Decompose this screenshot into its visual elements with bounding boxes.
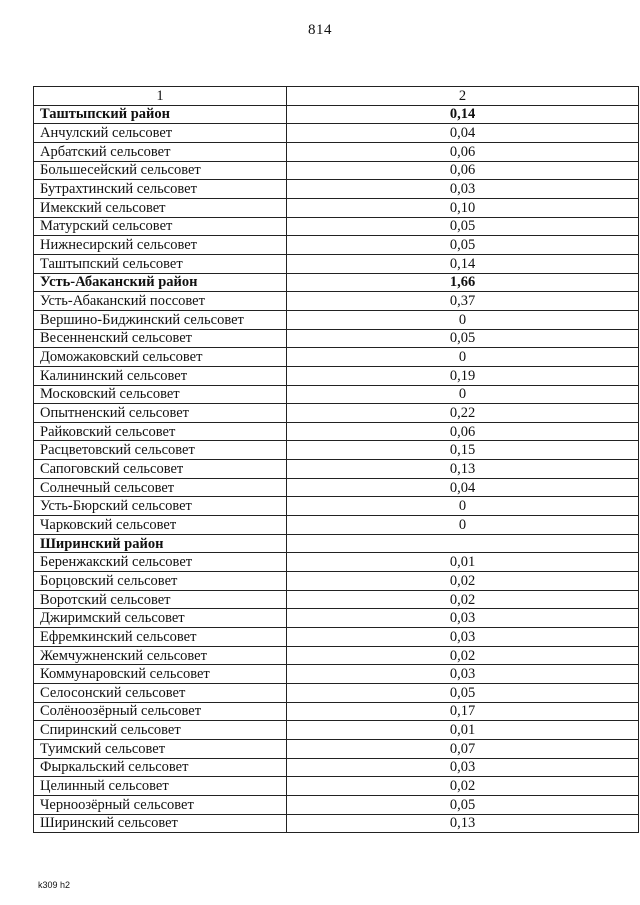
table-row bbox=[34, 516, 639, 535]
settlement-name-cell: Арбатский сельсовет bbox=[34, 142, 287, 161]
table-row bbox=[34, 795, 639, 814]
table-row bbox=[34, 777, 639, 796]
data-table bbox=[33, 86, 639, 833]
settlement-name-cell: Опытненский сельсовет bbox=[34, 404, 287, 423]
value-cell: 0,14 bbox=[287, 105, 639, 124]
settlement-name-cell: Борцовский сельсовет bbox=[34, 572, 287, 591]
value-cell: 0,02 bbox=[287, 777, 639, 796]
settlement-name-cell: Райковский сельсовет bbox=[34, 422, 287, 441]
settlement-name-cell: Калининский сельсовет bbox=[34, 366, 287, 385]
settlement-name-cell: Черноозёрный сельсовет bbox=[34, 795, 287, 814]
table-row bbox=[34, 702, 639, 721]
value-cell: 0,01 bbox=[287, 721, 639, 740]
district-row bbox=[34, 273, 639, 292]
value-cell: 0,05 bbox=[287, 217, 639, 236]
value-cell: 0 bbox=[287, 310, 639, 329]
settlement-name-cell: Фыркальский сельсовет bbox=[34, 758, 287, 777]
table-row bbox=[34, 142, 639, 161]
settlement-name-cell: Туимский сельсовет bbox=[34, 739, 287, 758]
settlement-name-cell: Большесейский сельсовет bbox=[34, 161, 287, 180]
value-cell: 0,14 bbox=[287, 254, 639, 273]
value-cell: 0,06 bbox=[287, 142, 639, 161]
table-row bbox=[34, 572, 639, 591]
value-cell: 0,03 bbox=[287, 628, 639, 647]
settlement-name-cell: Доможаковский сельсовет bbox=[34, 348, 287, 367]
table-row bbox=[34, 646, 639, 665]
settlement-name-cell: Расцветовский сельсовет bbox=[34, 441, 287, 460]
district-row bbox=[34, 534, 639, 553]
table-header-row bbox=[34, 87, 639, 106]
value-cell: 0 bbox=[287, 516, 639, 535]
value-cell: 0,04 bbox=[287, 478, 639, 497]
table-row bbox=[34, 385, 639, 404]
value-cell: 0,02 bbox=[287, 646, 639, 665]
value-cell: 0,13 bbox=[287, 814, 639, 833]
table-row bbox=[34, 217, 639, 236]
settlement-name-cell: Имекский сельсовет bbox=[34, 198, 287, 217]
district-row bbox=[34, 105, 639, 124]
district-name-cell: Таштыпский район bbox=[34, 105, 287, 124]
settlement-name-cell: Анчулский сельсовет bbox=[34, 124, 287, 143]
table-row bbox=[34, 739, 639, 758]
table-row bbox=[34, 665, 639, 684]
settlement-name-cell: Весенненский сельсовет bbox=[34, 329, 287, 348]
table-row bbox=[34, 124, 639, 143]
district-name-cell: Усть-Абаканский район bbox=[34, 273, 287, 292]
table-row bbox=[34, 404, 639, 423]
value-cell: 1,66 bbox=[287, 273, 639, 292]
table-row bbox=[34, 553, 639, 572]
settlement-name-cell: Воротский сельсовет bbox=[34, 590, 287, 609]
column-2-header: 2 bbox=[287, 87, 639, 106]
value-cell: 0,01 bbox=[287, 553, 639, 572]
settlement-name-cell: Усть-Бюрский сельсовет bbox=[34, 497, 287, 516]
table-row bbox=[34, 758, 639, 777]
table-row bbox=[34, 310, 639, 329]
settlement-name-cell: Вершино-Биджинский сельсовет bbox=[34, 310, 287, 329]
value-cell: 0,15 bbox=[287, 441, 639, 460]
table-row bbox=[34, 497, 639, 516]
table-row bbox=[34, 590, 639, 609]
table-row bbox=[34, 684, 639, 703]
settlement-name-cell: Жемчужненский сельсовет bbox=[34, 646, 287, 665]
value-cell: 0,10 bbox=[287, 198, 639, 217]
settlement-name-cell: Нижнесирский сельсовет bbox=[34, 236, 287, 255]
settlement-name-cell: Бутрахтинский сельсовет bbox=[34, 180, 287, 199]
footer-document-code: k309 h2 bbox=[38, 880, 71, 890]
value-cell: 0 bbox=[287, 385, 639, 404]
value-cell: 0,05 bbox=[287, 329, 639, 348]
settlement-name-cell: Солнечный сельсовет bbox=[34, 478, 287, 497]
value-cell: 0,03 bbox=[287, 180, 639, 199]
settlement-name-cell: Целинный сельсовет bbox=[34, 777, 287, 796]
page-number: 814 bbox=[308, 22, 332, 38]
value-cell: 0,06 bbox=[287, 161, 639, 180]
table-row bbox=[34, 236, 639, 255]
value-cell: 0,02 bbox=[287, 572, 639, 591]
settlement-name-cell: Таштыпский сельсовет bbox=[34, 254, 287, 273]
settlement-name-cell: Солёноозёрный сельсовет bbox=[34, 702, 287, 721]
settlement-name-cell: Усть-Абаканский поссовет bbox=[34, 292, 287, 311]
settlement-name-cell: Джиримский сельсовет bbox=[34, 609, 287, 628]
column-1-header: 1 bbox=[34, 87, 287, 106]
value-cell: 0,07 bbox=[287, 739, 639, 758]
table-row bbox=[34, 254, 639, 273]
settlement-name-cell: Ефремкинский сельсовет bbox=[34, 628, 287, 647]
value-cell: 0,05 bbox=[287, 684, 639, 703]
value-cell: 0,37 bbox=[287, 292, 639, 311]
value-cell: 0,05 bbox=[287, 236, 639, 255]
settlement-name-cell: Ширинский сельсовет bbox=[34, 814, 287, 833]
value-cell: 0,02 bbox=[287, 590, 639, 609]
value-cell: 0,05 bbox=[287, 795, 639, 814]
settlement-name-cell: Спиринский сельсовет bbox=[34, 721, 287, 740]
settlement-name-cell: Сапоговский сельсовет bbox=[34, 460, 287, 479]
table-row bbox=[34, 609, 639, 628]
table-row bbox=[34, 198, 639, 217]
value-cell bbox=[287, 534, 639, 553]
value-cell: 0,03 bbox=[287, 665, 639, 684]
table-row bbox=[34, 292, 639, 311]
value-cell: 0,03 bbox=[287, 758, 639, 777]
settlement-name-cell: Селосонский сельсовет bbox=[34, 684, 287, 703]
value-cell: 0,03 bbox=[287, 609, 639, 628]
table-row bbox=[34, 721, 639, 740]
table-body bbox=[34, 87, 639, 833]
table-row bbox=[34, 180, 639, 199]
value-cell: 0,17 bbox=[287, 702, 639, 721]
table-row bbox=[34, 814, 639, 833]
value-cell: 0,19 bbox=[287, 366, 639, 385]
table-row bbox=[34, 628, 639, 647]
district-name-cell: Ширинский район bbox=[34, 534, 287, 553]
table-row bbox=[34, 366, 639, 385]
table-row bbox=[34, 329, 639, 348]
value-cell: 0,22 bbox=[287, 404, 639, 423]
table-row bbox=[34, 161, 639, 180]
settlement-name-cell: Чарковский сельсовет bbox=[34, 516, 287, 535]
value-cell: 0,06 bbox=[287, 422, 639, 441]
settlement-name-cell: Московский сельсовет bbox=[34, 385, 287, 404]
value-cell: 0 bbox=[287, 497, 639, 516]
table-row bbox=[34, 441, 639, 460]
settlement-name-cell: Беренжакский сельсовет bbox=[34, 553, 287, 572]
value-cell: 0,04 bbox=[287, 124, 639, 143]
table-row bbox=[34, 348, 639, 367]
table-row bbox=[34, 460, 639, 479]
value-cell: 0 bbox=[287, 348, 639, 367]
table-row bbox=[34, 422, 639, 441]
table-row bbox=[34, 478, 639, 497]
settlement-name-cell: Матурский сельсовет bbox=[34, 217, 287, 236]
settlement-name-cell: Коммунаровский сельсовет bbox=[34, 665, 287, 684]
value-cell: 0,13 bbox=[287, 460, 639, 479]
